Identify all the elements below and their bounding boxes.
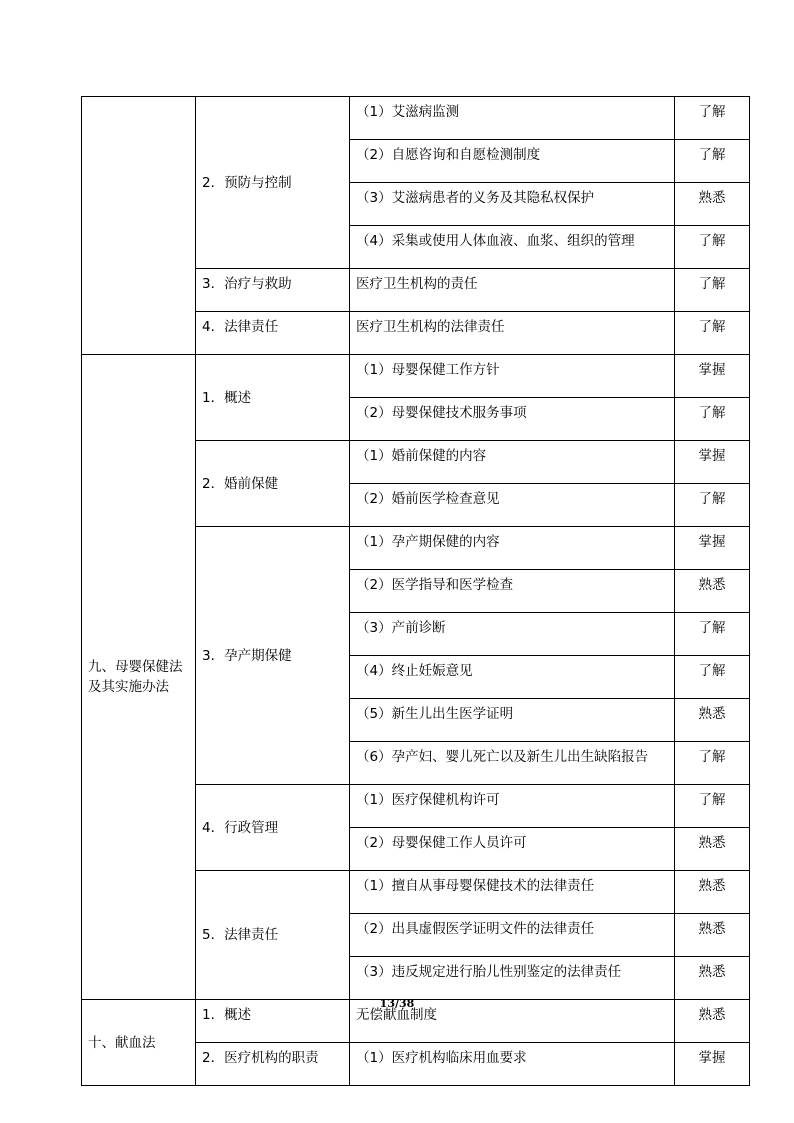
subtopic-cell: 2．婚前保健 <box>196 441 350 527</box>
detail-cell: （2）自愿咨询和自愿检测制度 <box>350 140 675 183</box>
level-cell: 掌握 <box>675 355 750 398</box>
topic-cell: 十、献血法 <box>82 1000 196 1086</box>
detail-cell: （4）采集或使用人体血液、血浆、组织的管理 <box>350 226 675 269</box>
detail-cell: （3）违反规定进行胎儿性别鉴定的法律责任 <box>350 957 675 1000</box>
level-cell: 熟悉 <box>675 828 750 871</box>
detail-cell: （1）艾滋病监测 <box>350 97 675 140</box>
topic-cell-continued <box>82 97 196 355</box>
level-cell: 了解 <box>675 97 750 140</box>
level-cell: 掌握 <box>675 1043 750 1086</box>
subtopic-cell: 1．概述 <box>196 355 350 441</box>
detail-cell: （6）孕产妇、婴儿死亡以及新生儿出生缺陷报告 <box>350 742 675 785</box>
detail-cell: （2）母婴保健工作人员许可 <box>350 828 675 871</box>
level-cell: 熟悉 <box>675 957 750 1000</box>
detail-cell: （1）婚前保健的内容 <box>350 441 675 484</box>
level-cell: 了解 <box>675 613 750 656</box>
level-cell: 了解 <box>675 742 750 785</box>
subtopic-cell: 2．医疗机构的职责 <box>196 1043 350 1086</box>
detail-cell: （3）产前诊断 <box>350 613 675 656</box>
detail-cell: （1）医疗机构临床用血要求 <box>350 1043 675 1086</box>
level-cell: 掌握 <box>675 441 750 484</box>
level-cell: 了解 <box>675 269 750 312</box>
detail-cell: （2）婚前医学检查意见 <box>350 484 675 527</box>
detail-cell: 医疗卫生机构的责任 <box>350 269 675 312</box>
level-cell: 熟悉 <box>675 1000 750 1043</box>
subtopic-cell: 5．法律责任 <box>196 871 350 1000</box>
detail-cell: （1）孕产期保健的内容 <box>350 527 675 570</box>
level-cell: 熟悉 <box>675 570 750 613</box>
page-number: 13/38 <box>379 997 415 1010</box>
detail-cell: 无偿献血制度 <box>350 1000 675 1043</box>
level-cell: 了解 <box>675 398 750 441</box>
subtopic-cell: 3．治疗与救助 <box>196 269 350 312</box>
subtopic-cell: 3．孕产期保健 <box>196 527 350 785</box>
table-row <box>82 97 750 140</box>
detail-cell: （1）母婴保健工作方针 <box>350 355 675 398</box>
subtopic-cell: 4．行政管理 <box>196 785 350 871</box>
level-cell: 熟悉 <box>675 914 750 957</box>
detail-cell: （1）擅自从事母婴保健技术的法律责任 <box>350 871 675 914</box>
detail-cell: 医疗卫生机构的法律责任 <box>350 312 675 355</box>
level-cell: 了解 <box>675 656 750 699</box>
subtopic-cell: 1．概述 <box>196 1000 350 1043</box>
level-cell: 了解 <box>675 226 750 269</box>
level-cell: 熟悉 <box>675 871 750 914</box>
table-row <box>82 355 750 398</box>
level-cell: 了解 <box>675 785 750 828</box>
level-cell: 熟悉 <box>675 699 750 742</box>
level-cell: 了解 <box>675 140 750 183</box>
detail-cell: （1）医疗保健机构许可 <box>350 785 675 828</box>
detail-cell: （2）母婴保健技术服务事项 <box>350 398 675 441</box>
detail-cell: （2）出具虚假医学证明文件的法律责任 <box>350 914 675 957</box>
subtopic-cell: 2．预防与控制 <box>196 97 350 269</box>
syllabus-table <box>81 96 750 1086</box>
level-cell: 掌握 <box>675 527 750 570</box>
detail-cell: （5）新生儿出生医学证明 <box>350 699 675 742</box>
level-cell: 了解 <box>675 312 750 355</box>
subtopic-cell: 4．法律责任 <box>196 312 350 355</box>
detail-cell: （2）医学指导和医学检查 <box>350 570 675 613</box>
level-cell: 了解 <box>675 484 750 527</box>
detail-cell: （3）艾滋病患者的义务及其隐私权保护 <box>350 183 675 226</box>
level-cell: 熟悉 <box>675 183 750 226</box>
detail-cell: （4）终止妊娠意见 <box>350 656 675 699</box>
topic-cell: 九、母婴保健法及其实施办法 <box>82 355 196 1000</box>
